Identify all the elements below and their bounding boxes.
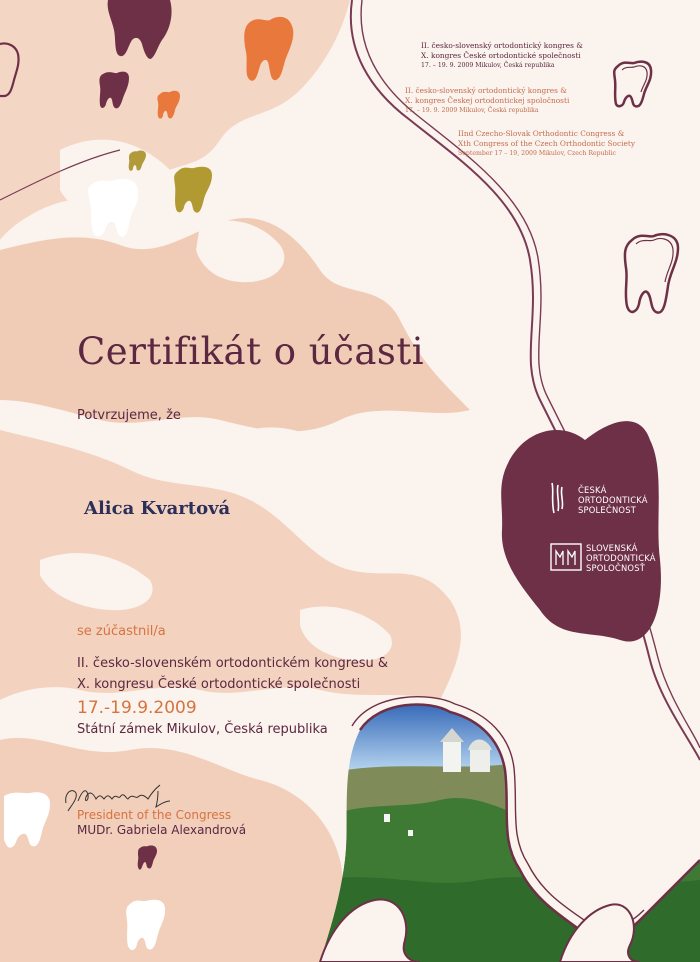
header-cz-date: 17. – 19. 9. 2009 Mikulov, Česká republika	[421, 62, 555, 69]
header-sk-date: 17. – 19. 9. 2009 Mikulov, Česká republika	[405, 107, 539, 114]
slovak-society-logo	[550, 543, 656, 573]
header-cz	[421, 41, 583, 71]
slovak-society-emblem-icon	[550, 543, 582, 571]
slovak-society-text	[586, 543, 656, 573]
slovak-logo-line3: SPOLOČNOSŤ	[586, 563, 646, 573]
light-blob-3	[250, 427, 363, 501]
tooth-icon-outline-left	[0, 40, 22, 100]
congress-venue: Státní zámek Mikulov, Česká republika	[77, 722, 328, 737]
congress-line-1: II. česko-slovenském ortodontickém kongresu &	[77, 656, 389, 671]
tooth-icon-white-left	[4, 790, 54, 850]
certificate-title: Certifikát o účasti	[77, 330, 425, 373]
header-sk-line1: II. česko-slovenský ortodontický kongres &	[405, 86, 567, 95]
slovak-logo-line2: ORTODONTICKÁ	[586, 553, 656, 563]
logo-blob	[501, 421, 661, 641]
participated-text: se zúčastnil/a	[77, 624, 166, 639]
tooth-icon-olive	[172, 165, 214, 215]
header-sk	[405, 86, 569, 116]
czech-society-emblem-icon	[548, 481, 568, 515]
tooth-icon-orange-small	[156, 90, 182, 120]
czech-logo-line3: SPOLEČNOST	[578, 505, 637, 515]
tooth-icon-orange-large	[240, 14, 298, 84]
tooth-icon-small-bottom	[137, 845, 159, 871]
tooth-icon-outline-right	[622, 230, 682, 320]
tooth-icon-outline-top	[612, 60, 654, 110]
president-role: President of the Congress	[77, 808, 232, 822]
header-sk-line2: X. kongres Českej ortodontickej spoločnosti	[405, 96, 570, 105]
czech-logo-line2: ORTODONTICKÁ	[578, 495, 648, 505]
confirm-text: Potvrzujeme, že	[77, 408, 181, 423]
header-cz-line1: II. česko-slovenský ortodontický kongres &	[421, 41, 583, 50]
president-name: MUDr. Gabriela Alexandrová	[77, 823, 247, 837]
header-cz-line2: X. kongres České ortodontické společnosti	[421, 51, 581, 60]
czech-society-logo	[552, 485, 648, 515]
slovak-logo-line1: SLOVENSKÁ	[586, 543, 638, 553]
congress-dates: 17.-19.9.2009	[77, 698, 197, 718]
tooth-icon-burgundy-small	[97, 70, 131, 110]
czech-society-text	[578, 485, 648, 515]
tooth-icon-olive-tiny	[128, 150, 148, 172]
header-en	[458, 129, 635, 159]
tooth-icon-white-bottom	[124, 898, 168, 954]
congress-line-2: X. kongresu České ortodontické společnosti	[77, 677, 361, 692]
header-en-date: September 17 – 19, 2009 Mikulov, Czech Republic	[458, 150, 617, 157]
header-en-line2: Xth Congress of the Czech Orthodontic Society	[458, 139, 636, 148]
tooth-icon-white	[84, 176, 142, 240]
header-en-line1: IInd Czecho-Slovak Orthodontic Congress &	[458, 129, 625, 138]
tooth-icon-burgundy-large	[100, 0, 180, 62]
participant-name: Alica Kvartová	[84, 498, 231, 519]
czech-logo-line1: ČESKÁ	[578, 485, 607, 495]
